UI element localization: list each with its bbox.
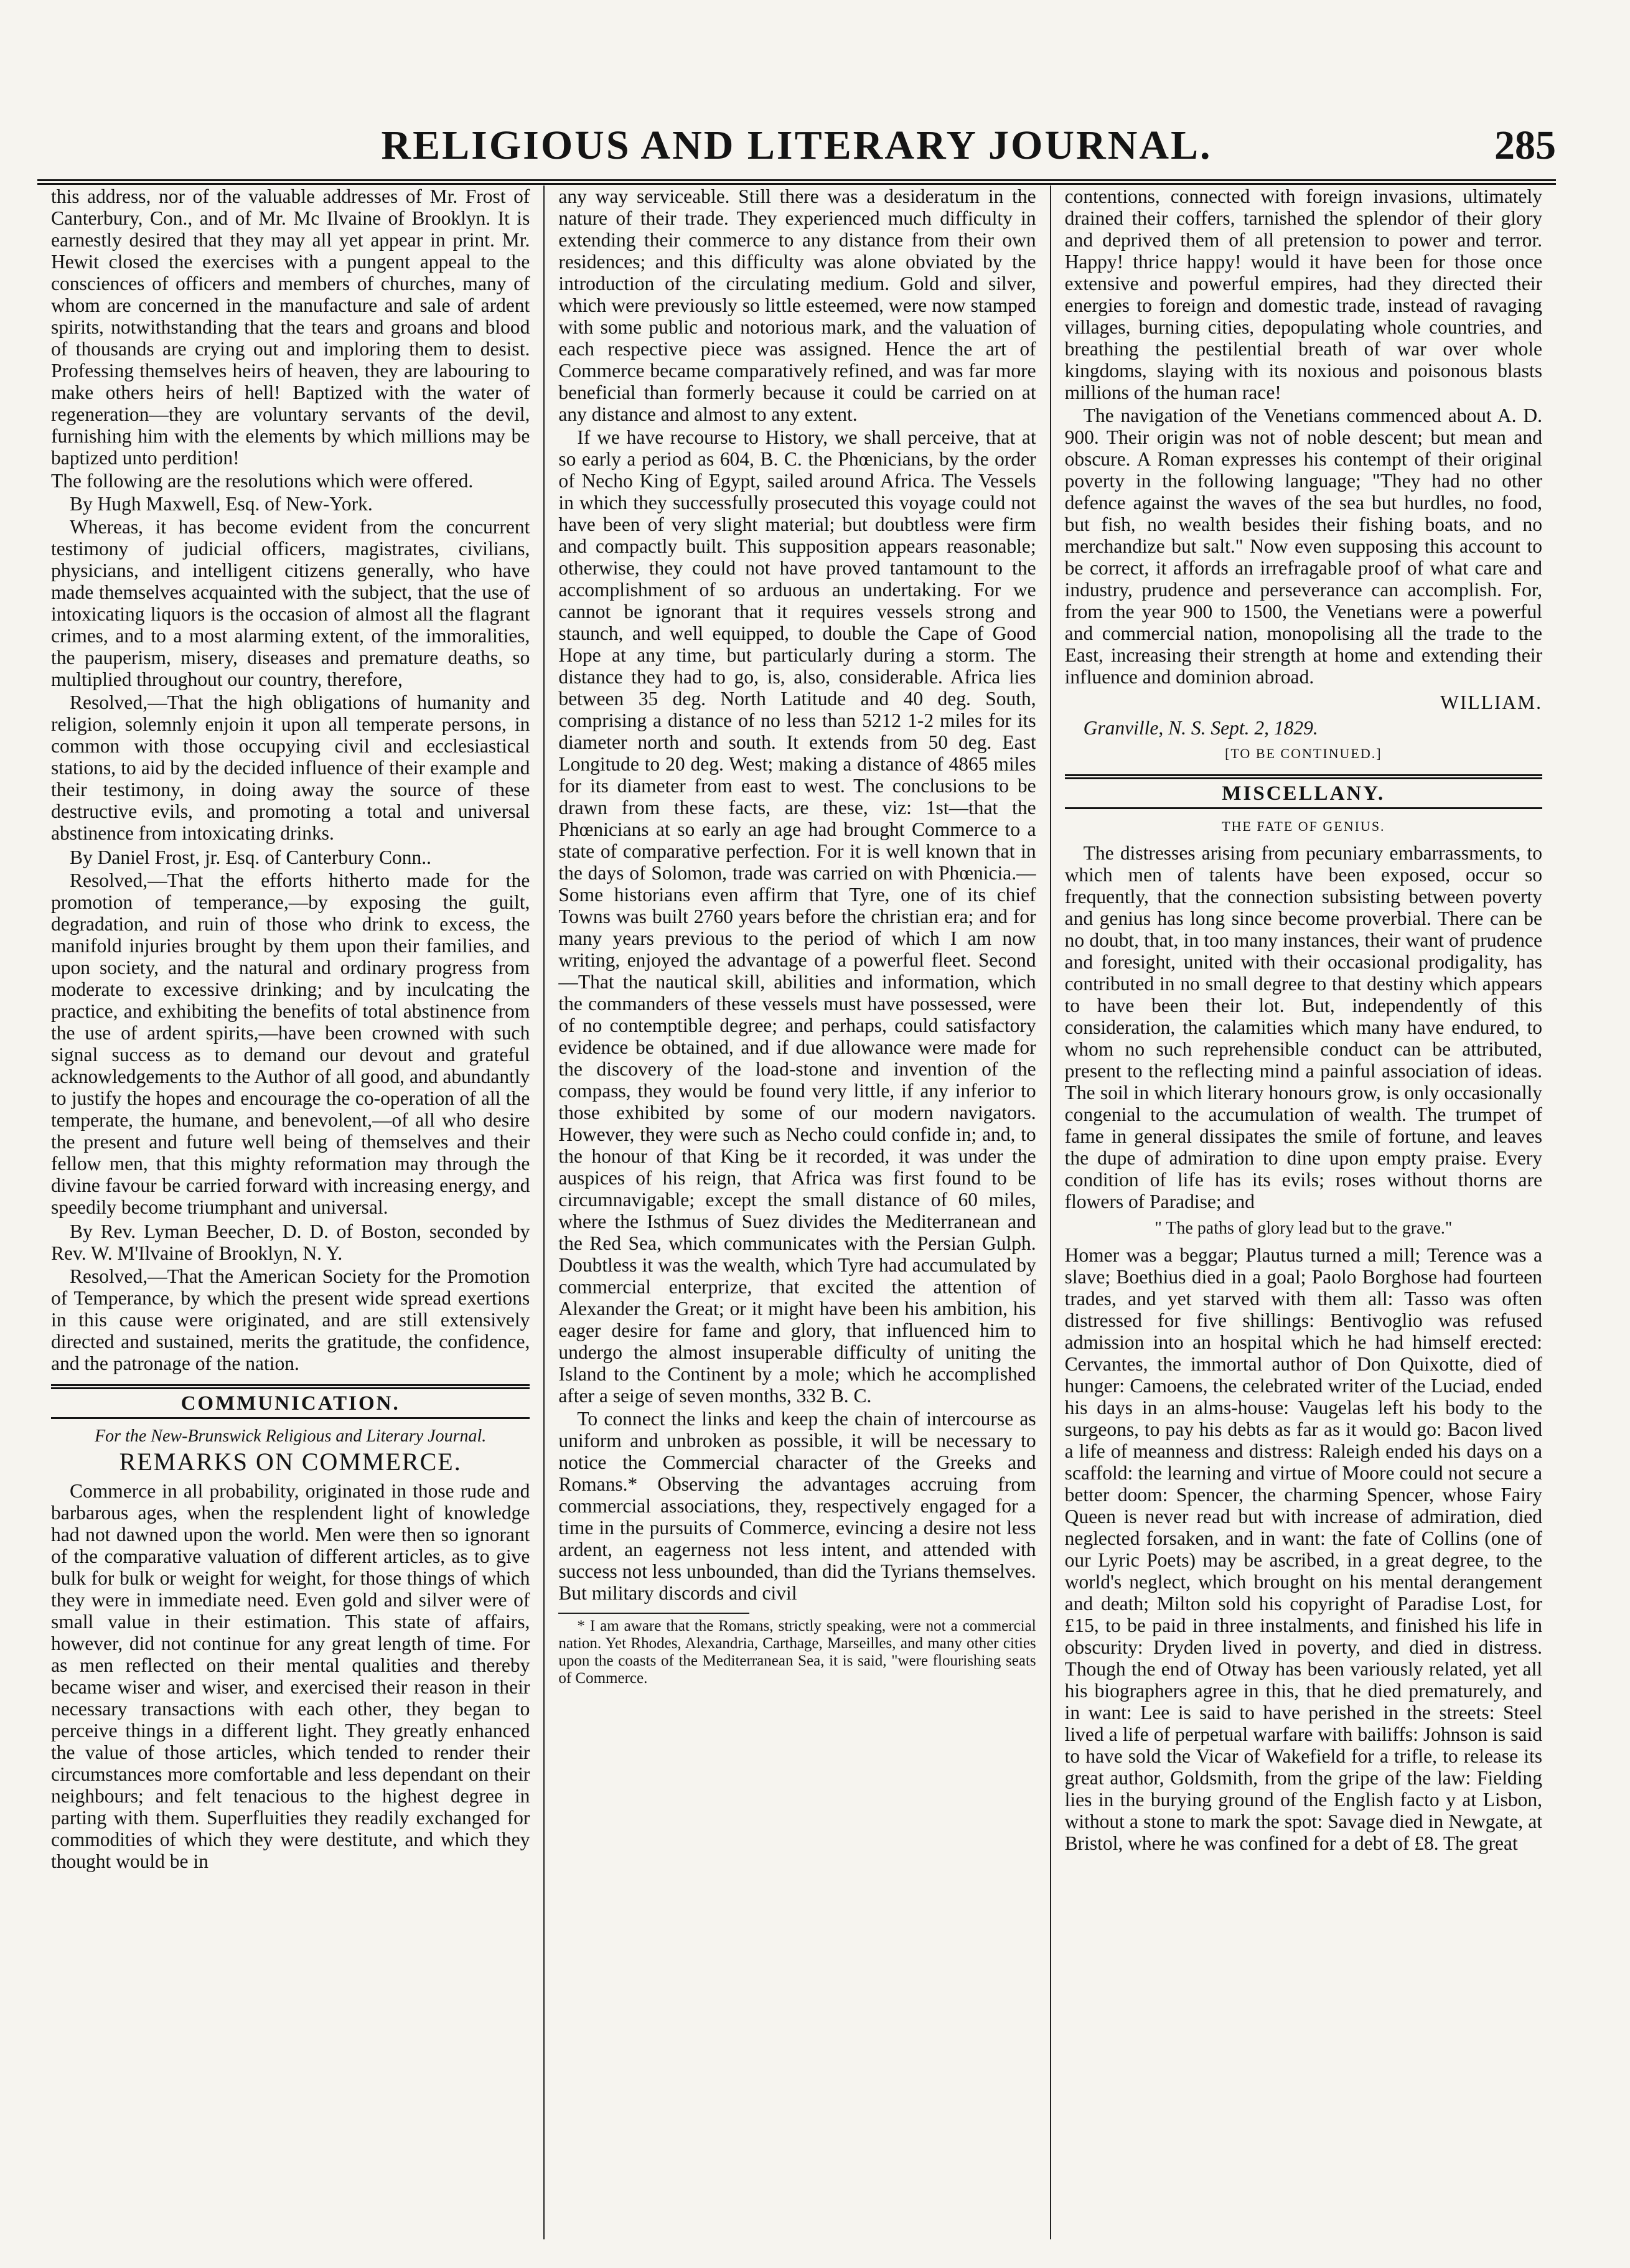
paragraph: To connect the links and keep the chain of intercourse as uniform and unbroken as possible, it will be necessary to notice the Commercial character of the Greeks and Romans.* Observing the advantages accruing from commercial associations, they, respectively engaged for a time in the pursuits of Commerce, evincing a desire not less ardent, an eagerness not less intent, and attended with success not less unbounded, than did the Tyrians themselves. But military discords and civil xyxy=(558,1408,1036,1604)
paragraph: The following are the resolutions which were offered. xyxy=(51,470,474,492)
resolution: Resolved,—That the efforts hitherto made for the promotion of temperance,—by exposing the guilt, degradation, and ruin of those who drink to excess, the manifold injuries brought by them upon their families, and upon society, and the natural and ordinary progress from moderate to excessive drinking; and by inculcating the practice, and exhibiting the benefits of total abstinence from the use of ardent spirits,—have been crowned with such signal success as to demand our devout and grateful acknowledgements to the Author of all good, and abundantly to justify the hopes and encourage the co-operation of all the temperate, the humane, and benevolent,—of all who desire the present and future well being of themselves and their fellow men, that this mighty reformation may through the divine favour be carried forward with increasing energy, and speedily become triumphant and universal. xyxy=(51,869,530,1218)
paragraph: contentions, connected with foreign invasions, ultimately drained their coffers, tarnished the splendor of their glory and deprived them of all pretension to power and terror. Happy! thrice happy! would it have been for those once extensive and powerful empires, had they directed their energies to foreign and domestic trade, instead of ravaging villages, burning cities, depopulating whole countries, and breathing the pestilential breath of war over whole kingdoms, slaying with its noxious and poisonous blasts millions of the human race! xyxy=(1064,185,1542,403)
section-heading-communication: COMMUNICATION. xyxy=(51,1384,530,1419)
footnote: * I am aware that the Romans, strictly speaking, were not a commercial nation. Yet Rhodes, Alexandria, Carthage, Marseilles, and many other cities upon the coasts of the Mediterranean Sea, it is said, "were flourishing seats of Commerce. xyxy=(558,1618,1036,1687)
quotation: " The paths of glory lead but to the grave." xyxy=(1155,1219,1453,1238)
dateline: Granville, N. S. Sept. 2, 1829. xyxy=(1083,717,1318,739)
paragraph: this address, nor of the valuable addresses of Mr. Frost of Canterbury, Con., and of Mr. Mc Ilvaine of Brooklyn. It is earnestly desired that they may all yet appear in print. Mr. Hewit closed the exercises with a pungent appeal to the consciences of officers and members of churches, many of whom are concerned in the manufacture and sale of ardent spirits, notwithstanding that the tears and groans and blood of thousands are crying out and imploring them to desist. Professing themselves heirs of heaven, they are labouring to make others heirs of hell! Baptized with the water of regeneration—they are voluntary servants of the devil, furnishing him with the elements by which millions may be baptized unto perdition! xyxy=(51,185,530,469)
paragraph: Whereas, it has become evident from the concurrent testimony of judicial officers, magistrates, civilians, physicians, and intelligent citizens generally, who have made themselves acquainted with the subject, that the use of intoxicating liquors is the occasion of almost all the flagrant crimes, and to a most alarming extent, of the immoralities, the pauperism, misery, diseases and premature deaths, so multiplied throughout our country, therefore, xyxy=(51,516,530,690)
resolution: Resolved,—That the high obligations of humanity and religion, solemnly enjoin it upon all temperate persons, in common with those occupying civil and ecclesiastical stations, to aid by the decided influence of their example and their testimony, in doing away the source of these destructive evils, and promoting a total and universal abstinence from intoxicating drinks. xyxy=(51,691,530,844)
running-head: RELIGIOUS AND LITERARY JOURNAL. xyxy=(381,123,1212,168)
author-signature: WILLIAM. xyxy=(1440,691,1542,713)
paragraph: The navigation of the Venetians commenced about A. D. 900. Their origin was not of noble descent; but mean and obscure. A Roman expresses his contempt of their original poverty in the following language; "They had no other defence against the waves of the sea but hurdles, no food, but fish, no wealth besides their fishing boats, and no merchandize but salt." Now even supposing this account to be correct, it affords an irrefragable proof of what care and industry, prudence and perseverance can accomplish. For, from the year 900 to 1500, the Venetians were a powerful and commercial nation, monopolising all the trade to the East, increasing their strength at home and extending their influence and dominion abroad. xyxy=(1064,405,1542,688)
footnote-rule xyxy=(558,1613,749,1614)
column-1 xyxy=(37,185,543,2239)
masthead xyxy=(37,111,1556,185)
paragraph: Commerce in all probability, originated in those rude and barbarous ages, when the resplendent light of knowledge had not dawned upon the world. Men were then so ignorant of the comparative valuation of different articles, as to give bulk for bulk or weight for weight, for those things of which they were in immediate need. Even gold and silver were of small value in their estimation. This state of affairs, however, did not continue for any great length of time. For as men reflected on their mental qualities and thereby became wiser and wiser, and exercised their reason in their necessary transactions with each other, they began to perceive things in a different light. They greatly enhanced the value of those articles, which tended to render their circumstances more comfortable and less dependant on their neighbours; and felt tenacious to the highest degree in parting with them. Superfluities they readily exchanged for commodities of which they were destitute, and which they thought would be in xyxy=(51,1480,530,1872)
paragraph: Homer was a beggar; Plautus turned a mill; Terence was a slave; Boethius died in a goal; Paolo Borghose had fourteen trades, and yet starved with them all: Tasso was often distressed for five shillings: Bentivoglio was refused admission into an hospital which he had himself erected: Cervantes, the immortal author of Don Quixotte, died of hunger: Camoens, the celebrated writer of the Luciad, ended his days in an alms-house: Vaugelas left his body to the surgeons, to pay his debts as far as it would go: Bacon lived a life of meanness and distress: Raleigh ended his days on a scaffold: the learning and virtue of Moore could not secure a better doom: Spencer, the charming Spencer, whose Fairy Queen is never read but with increase of admiration, died neglected forsaken, and in want: the fate of Collins (one of our Lyric Poets) may be ascribed, in a great degree, to the world's neglect, which brought on his mental derangement and death; Milton sold his copyright of Paradise Lost, for £15, to be paid in three instalments, and finished his life in obscurity: Dryden lived in poverty, and died in distress. Though the end of Otway has been variously related, yet all his biographers agree in this, that he died prematurely, and in want: Lee is said to have perished in the streets: Steel lived a life of perpetual warfare with bailiffs: Johnson is said to have sold the Vicar of Wakefield for a trifle, to release its great author, Goldsmith, from the gripe of the law: Fielding lies in the burying ground of the English facto y at Lisbon, without a stone to mark the spot: Savage died in Newgate, at Bristol, where he was confined for a debt of £8. The great xyxy=(1064,1244,1542,1854)
article-title: REMARKS ON COMMERCE. xyxy=(119,1448,462,1476)
to-be-continued: [TO BE CONTINUED.] xyxy=(1225,746,1382,761)
article-source: For the New-Brunswick Religious and Literary Journal. xyxy=(95,1427,487,1446)
column-3 xyxy=(1050,185,1556,2239)
text-columns xyxy=(37,185,1556,2239)
column-2 xyxy=(543,185,1049,2239)
paragraph: If we have recourse to History, we shall perceive, that at so early a period as 604, B. C. the Phœnicians, by the order of Necho King of Egypt, sailed around Africa. The Vessels in which they successfully prosecuted this voyage could not have been of very slight material; but doubtless were firm and compactly built. This supposition appears reasonable; otherwise, they could not have proved tantamount to the accomplishment of so arduous an undertaking. For we cannot be ignorant that it requires vessels strong and staunch, and well equipped, to double the Cape of Good Hope at any time, but particularly during a storm. The distance they had to go, is, also, considerable. Africa lies between 35 deg. North Latitude and 40 deg. South, comprising a distance of no less than 5212 1-2 miles for its diameter north and south. It extends from 50 deg. East Longitude to 20 deg. West; making a distance of 4865 miles for its diameter from east to west. The conclusions to be drawn from these facts, are these, viz: 1st—that the Phœnicians at so early an age had brought Commerce to a state of comparative perfection. For it is well known that in the days of Solomon, trade was carried on with Phœnicia.—Some historians even affirm that Tyre, one of its chief Towns was built 2760 years before the christian era; and for many years previous to the period of which I am now writing, enjoyed the advantage of a powerful fleet. Second—That the nautical skill, abilities and information, which the commanders of these vessels must have possessed, were of no contemptible degree; and perhaps, could satisfactory evidence be obtained, and if due allowance were made for the discovery of the load-stone and invention of the compass, they would be found very little, if any inferior to those exhibited by some of our modern navigators. However, they were such as Necho could confide in; and, to the honour of that King be it recorded, it was under the auspices of his reign, that Africa was first found to be circumnavigable; except the small distance of 60 miles, where the Isthmus of Suez divides the Mediterranean and the Red Sea, which communicates with the Persian Gulph. Doubtless it was the wealth, which Tyre had accumulated by commercial enterprize, that excited the attention of Alexander the Great; or it might have been his ambition, his eager desire for fame and glory, that influenced him to undergo the almost insuperable difficulty of uniting the Island to the Continent by a mole; which he accomplished after a seige of seven months, 332 B. C. xyxy=(558,426,1036,1407)
resolution: Resolved,—That the American Society for the Promotion of Temperance, by which the present wide spread exertions in this cause were originated, and are still extensively directed and sustained, merits the gratitude, the confidence, and the patronage of the nation. xyxy=(51,1265,530,1374)
page-number: 285 xyxy=(1494,123,1556,168)
resolution-byline: By Rev. Lyman Beecher, D. D. of Boston, seconded by Rev. W. M'Ilvaine of Brooklyn, N. Y. xyxy=(51,1221,530,1264)
section-heading-miscellany: MISCELLANY. xyxy=(1065,774,1542,809)
paragraph: any way serviceable. Still there was a desideratum in the nature of their trade. They experienced much difficulty in extending their commerce to any distance from their own residences; and this difficulty was alone obviated by the introduction of the circulating medium. Gold and silver, which were previously so little esteemed, were now stamped with some public and notorious mark, and the valuation of each respective piece was assigned. Hence the art of Commerce became comparatively refined, and was far more beneficial than formerly because it could be carried on at any distance and almost to any extent. xyxy=(558,185,1036,425)
resolution-byline: By Hugh Maxwell, Esq. of New-York. xyxy=(70,493,373,515)
article-title: THE FATE OF GENIUS. xyxy=(1222,818,1385,834)
resolution-byline: By Daniel Frost, jr. Esq. of Canterbury Conn.. xyxy=(70,846,431,868)
paragraph: The distresses arising from pecuniary embarrassments, to which men of talents have been exposed, occur so frequently, that the connection subsisting between poverty and genius has long since become proverbial. There can be no doubt, that, in too many instances, their want of prudence and foresight, united with their occasional prodigality, has contributed in no small degree to that destiny which appears to have been their lot. But, independently of this consideration, the calamities which many have endured, to whom no such reprehensible conduct can be attributed, present to the reflecting mind a painful association of ideas. The soil in which literary honours grow, is only occasionally congenial to the accumulation of wealth. The trumpet of fame in general dissipates the smile of fortune, and leaves the dupe of admiration to dine upon empty praise. Every condition of life has its evils; roses without thorns are flowers of Paradise; and xyxy=(1064,842,1542,1212)
